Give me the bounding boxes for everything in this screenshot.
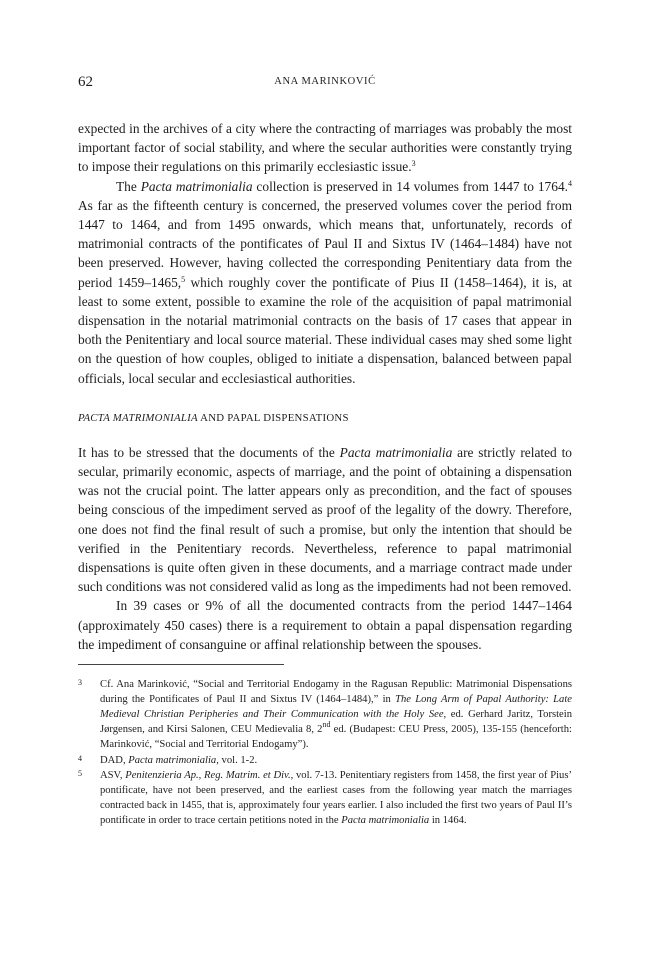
footnote-text-part: in 1464. xyxy=(429,814,467,826)
footnote xyxy=(78,753,572,768)
paragraph xyxy=(78,119,572,177)
footnote-italic: Penitenzieria Ap., Reg. Matrim. et Div. xyxy=(125,769,291,781)
paragraph-text: In 39 cases or 9% of all the documented contracts from the period 1447–1464 (approximately 450 cases) there is a requirement to obtain a papal dispensation regarding the impediment of consanguine or affinal relationship between the spouses. xyxy=(78,598,572,652)
running-head: ANA MARINKOVIĆ xyxy=(274,76,376,87)
paragraph-text: which roughly cover the pontificate of Pius II (1458–1464), it is, at least to some extent, possible to examine the role of the acquisition of papal matrimonial dispensation in the notarial matrimonial contracts on the basis of 17 cases that appear in both the Penitentiary and local source material. These individual cases may shed some light on the question of how couples, obliged to initiate a dispensation, balanced between papal officials, local secular and ecclesiastical authorities. xyxy=(78,274,572,386)
paragraph-text: collection is preserved in 14 volumes from 1447 to 1764. xyxy=(252,178,568,194)
italic-title: Pacta matrimonialia xyxy=(339,444,453,460)
page-header xyxy=(78,74,572,94)
footnote-text-part: Cf. Ana Marinković, “Social and Territorial Endogamy in the Ragusan Republic: Matrimonial Dispensations during the Pontificates of Paul II and Sixtus IV (1464–1484),” in xyxy=(100,679,572,706)
footnote-text-part: , vol. 1-2. xyxy=(216,754,258,766)
footnote-ref[interactable]: 4 xyxy=(567,178,572,188)
footnote-text-part: ASV, xyxy=(100,769,126,781)
section-heading-italic: PACTA MATRIMONIALIA xyxy=(78,411,198,424)
footnotes xyxy=(78,677,572,828)
footnote-number: 3 xyxy=(78,678,82,688)
paragraph-text: As far as the fifteenth century is concerned, the preserved volumes cover the period from 1447 to 1464, and from 1495 onwards, which means that, unfortunately, records of matrimonial contracts of the pontificates of Paul II and Sixtus IV (1464–1484) have not been preserved. However, having collected the corresponding Penitentiary data from the period 1459–1465, xyxy=(78,197,572,290)
italic-title: Pacta matrimonialia xyxy=(140,178,253,194)
paragraph-text: are strictly related to secular, primarily economic, aspects of marriage, and the point of obtaining a dispensation was not the crucial point. The latter appears only as precondition, and the fact of spouses being conscious of the impediment served as proof of the legality of the dowry. Therefore, one does not find the final result of such a promise, but only the intention that should be verified in the Penitentiary records. Nevertheless, reference to papal matrimonial dispensations is quite often given in these documents, and a marriage contract made under such conditions was not considered valid as long as the impediments had not been removed. xyxy=(78,444,572,595)
footnote-number: 4 xyxy=(78,753,82,763)
footnote-italic: Pacta matrimonialia xyxy=(128,754,217,766)
main-text xyxy=(78,119,572,828)
paragraph xyxy=(78,443,572,597)
footnote xyxy=(78,768,572,828)
footnote-text-part: DAD, xyxy=(100,754,129,766)
paragraph-text: expected in the archives of a city where the contracting of marriages was probably the most important factor of social stability, and where the secular authorities were constantly trying to impose their regulations on this primarily ecclesiastic issue. xyxy=(78,121,572,175)
footnote-number: 5 xyxy=(78,768,82,778)
footnote-ref[interactable]: 3 xyxy=(411,159,416,169)
footnote-text-part: , vol. 7-13. Penitentiary registers from 1458, the first year of Pius’ pontificate, have not been preserved, and the earliest cases from the following year match the marriages contracted back in 1455, that is, approximately four years earlier. I also included the first two years of Paul II’s pontificate in order to trace certain petitions noted in the xyxy=(100,769,572,826)
paragraph-text: It has to be stressed that the documents of the xyxy=(78,444,340,460)
section-heading xyxy=(78,410,572,426)
footnote-text xyxy=(100,677,572,752)
footnote-text-part: , ed. Gerhard Jaritz, Torstein Jørgensen, and Kirsi Salonen, CEU Medievalia 8, 2 xyxy=(100,709,572,736)
footnote-italic: The Long Arm of Papal Authority: Late Medieval Christian Peripheries and Their Communication with the Holy See xyxy=(100,694,572,721)
footnote-text xyxy=(100,768,572,828)
ordinal-suffix: nd xyxy=(322,720,331,730)
footnote xyxy=(78,677,572,752)
section-heading-text: AND PAPAL DISPENSATIONS xyxy=(197,411,349,424)
footnote-separator xyxy=(78,664,284,665)
footnote-italic: Pacta matrimonialia xyxy=(341,814,430,826)
paragraph xyxy=(78,596,572,654)
footnote-text-part: ed. (Budapest: CEU Press, 2005), 135-155 (henceforth: Marinković, “Social and Territorial Endogamy”). xyxy=(100,724,572,751)
paragraph xyxy=(78,177,572,388)
footnote-ref[interactable]: 5 xyxy=(181,274,186,284)
footnote-text xyxy=(100,753,572,768)
paragraph-text: The xyxy=(116,178,141,194)
page-number: 62 xyxy=(78,74,93,90)
